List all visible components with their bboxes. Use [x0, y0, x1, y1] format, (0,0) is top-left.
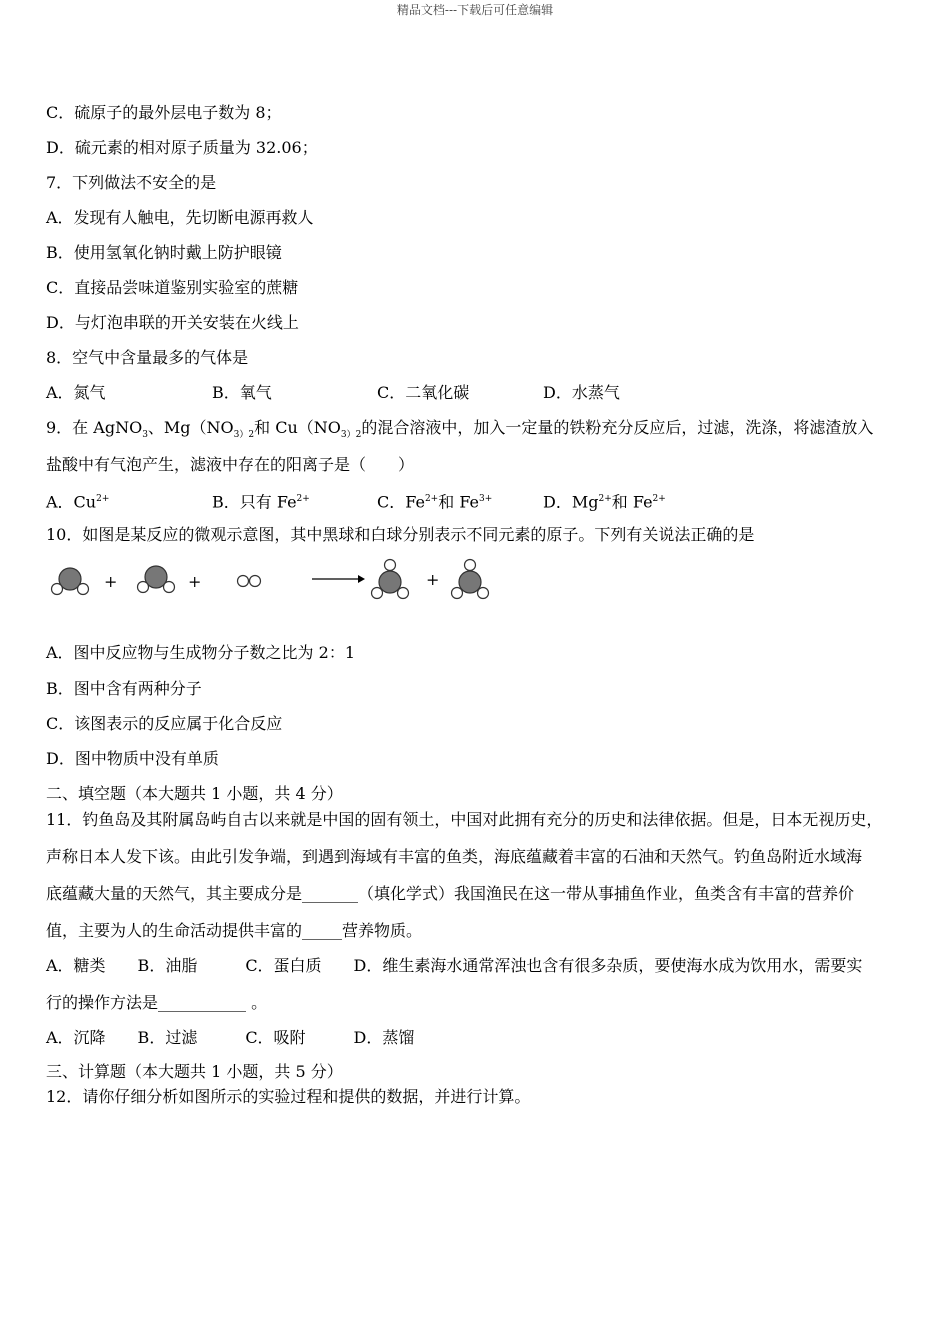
q9-sub-32a: 3）2 — [233, 430, 255, 441]
q9-option-c-text1: C．Fe — [377, 492, 425, 512]
product-molecule-1 — [372, 560, 409, 599]
q9-option-b-text: B．只有 Fe — [212, 492, 297, 512]
q7-stem: 7．下列做法不安全的是 — [46, 173, 217, 192]
q9-stem-part3: 和 Cu（NO — [254, 418, 341, 437]
q9-stem-line2: 盐酸中有气泡产生，滤液中存在的阳离子是（ ） — [46, 455, 415, 474]
q7-option-d: D．与灯泡串联的开关安装在火线上 — [46, 313, 299, 332]
q9-sup: 2+ — [424, 494, 439, 504]
q9-option-d-text2: 和 Fe — [611, 492, 653, 512]
q10-option-c: C．该图表示的反应属于化合反应 — [46, 714, 283, 733]
plus-sign: + — [426, 570, 440, 589]
q8-option-c: C．二氧化碳 — [377, 383, 470, 402]
q9-sup: 3+ — [479, 494, 493, 504]
q11-line-5: A．糖类 B．油脂 C．蛋白质 D．维生素海水通常浑浊也含有很多杂质，要使海水成为饮用水，需要实 — [46, 956, 863, 975]
q12-stem: 12．请你仔细分析如图所示的实验过程和提供的数据，并进行计算。 — [46, 1087, 531, 1106]
q11-line-1: 11．钓鱼岛及其附属岛屿自古以来就是中国的固有领土，中国对此拥有充分的历史和法律依据。但是，日本无视历史， — [46, 810, 883, 829]
q9-option-d — [543, 489, 666, 512]
q11-line-2: 声称日本人发下该。由此引发争端，到遇到海域有丰富的鱼类，海底蕴藏着丰富的石油和天然气。钓鱼岛附近水域海 — [46, 847, 863, 866]
q9-sup: 2+ — [652, 494, 666, 504]
plus-sign: + — [104, 572, 118, 591]
q9-stem-part4: 的混合溶液中，加入一定量的铁粉充分反应后，过滤，洗涤，将滤渣放入 — [361, 418, 874, 437]
q9-stem-part2: 、Mg（NO — [147, 418, 234, 437]
q6-option-d: D．硫元素的相对原子质量为 32.06； — [46, 138, 318, 157]
q9-option-c-text2: 和 Fe — [438, 492, 480, 512]
q9-sup: 2+ — [96, 494, 110, 504]
page-header: 精品文档---下载后可任意编辑 — [396, 3, 554, 17]
q11-line-7: A．沉降 B．过滤 C．吸附 D．蒸馏 — [46, 1028, 415, 1047]
section-3-heading: 三、计算题（本大题共 1 小题，共 5 分） — [46, 1062, 343, 1081]
q9-option-a-text: A．Cu — [46, 492, 97, 512]
q11-line-3: 底蕴藏大量的天然气，其主要成分是_______（填化学式）我国渔民在这一带从事捕鱼作业，鱼类含有丰富的营养价 — [46, 884, 855, 903]
q7-option-c: C．直接品尝味道鉴别实验室的蔗糖 — [46, 278, 299, 297]
q7-option-a: A．发现有人触电，先切断电源再救人 — [46, 208, 314, 227]
q9-sub-32b: 3）2 — [340, 430, 362, 441]
q8-option-d: D．水蒸气 — [543, 383, 620, 402]
reactant-molecule-2 — [138, 566, 175, 593]
reactant-molecule-1 — [52, 568, 89, 595]
reaction-diagram — [40, 555, 510, 610]
q10-option-a: A．图中反应物与生成物分子数之比为 2：1 — [46, 643, 356, 662]
q8-stem: 8．空气中含量最多的气体是 — [46, 348, 249, 367]
q10-option-d: D．图中物质中没有单质 — [46, 749, 219, 768]
q6-option-c: C．硫原子的最外层电子数为 8； — [46, 103, 282, 122]
q9-option-d-text1: D．Mg — [543, 492, 599, 512]
reactant-molecule-3 — [238, 576, 261, 587]
q9-sup: 2+ — [296, 494, 310, 504]
q10-stem: 10．如图是某反应的微观示意图，其中黑球和白球分别表示不同元素的原子。下列有关说法正确的是 — [46, 525, 755, 544]
product-molecule-2 — [452, 560, 489, 599]
section-2-heading: 二、填空题（本大题共 1 小题，共 4 分） — [46, 784, 343, 803]
q9-stem-part1: 9．在 AgNO — [46, 418, 143, 437]
q9-option-c — [377, 489, 492, 512]
plus-sign: + — [188, 572, 202, 591]
q7-option-b: B．使用氢氧化钠时戴上防护眼镜 — [46, 243, 282, 262]
q10-option-b: B．图中含有两种分子 — [46, 679, 202, 698]
q9-sub-3: 3 — [142, 430, 148, 441]
q11-line-4: 值，主要为人的生命活动提供丰富的_____营养物质。 — [46, 921, 423, 940]
q8-option-a: A．氮气 — [46, 383, 106, 402]
reaction-arrow — [312, 575, 365, 583]
q9-option-b — [212, 489, 310, 512]
q9-option-a — [46, 489, 109, 512]
q9-stem — [46, 418, 873, 445]
q8-option-b: B．氧气 — [212, 383, 272, 402]
q11-line-6: 行的操作方法是___________ 。 — [46, 993, 268, 1012]
q9-sup: 2+ — [598, 494, 612, 504]
